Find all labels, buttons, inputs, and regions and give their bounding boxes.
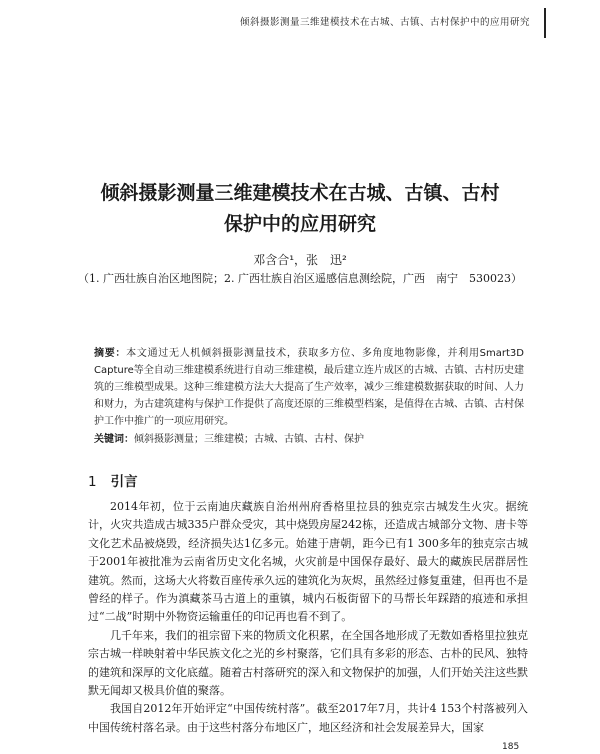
affiliations: （1. 广西壮族自治区地图院；2. 广西壮族自治区遥感信息测绘院，广西 南宁 530023）: [78, 272, 522, 285]
keywords: [94, 431, 524, 448]
keywords-label: 关键词：: [94, 434, 134, 445]
paragraph: 几千年来，我们的祖宗留下来的物质文化积累，在全国各地形成了无数如香格里拉独克宗古城一样映射着中华民族文化之光的乡村聚落，它们具有多彩的形态、古朴的民风、独特的建筑和深厚的文化底蕴。随着古村落研究的深入和文物保护的加强，人们开始关注这些默默无闻却又极具价值的聚落。: [88, 628, 528, 698]
section-heading: [88, 470, 138, 490]
page-number: 185: [502, 742, 520, 752]
title-line-1: 倾斜摄影测量三维建模技术在古城、古镇、古村: [100, 182, 500, 204]
running-header: 倾斜摄影测量三维建模技术在古城、古镇、古村保护中的应用研究: [239, 17, 530, 28]
section-title: 引言: [110, 474, 138, 490]
paragraph: 我国自2012年开始评定“中国传统村落”。截至2017年7月，共计4 153个村落被列入中国传统村落名录。由于这些村落分布地区广，地区经济和社会发展差异大，国家: [88, 702, 528, 734]
header-divider: [544, 8, 546, 38]
body-text: [88, 498, 528, 737]
keywords-text: 倾斜摄影测量；三维建模；古城、古镇、古村、保护: [134, 434, 364, 445]
title-line-2: 保护中的应用研究: [223, 213, 376, 235]
abstract-text: 本文通过无人机倾斜摄影测量技术，获取多方位、多角度地物影像，并利用Smart3D Capture等全自动三维建模系统进行自动三维建模，最后建立连片成区的古城、古镇、古村历史建筑的三维模型成果。这种三维建模方法大大提高了生产效率，减少三维建模数据获取的时间、人力和财力，为古建筑建构与保护工作提供了高度还原的三维模型档案，是值得在古城、古镇、古村保护工作中推广的一项应用研究。: [94, 348, 524, 427]
abstract: [94, 345, 524, 430]
paper-title: [40, 178, 560, 240]
paragraph: 2014年初，位于云南迪庆藏族自治州州府香格里拉县的独克宗古城发生火灾。据统计，火灾共造成古城335户群众受灾，其中烧毁房屋242栋，还造成古城部分文物、唐卡等文化艺术品被烧毁，经济损失达1亿多元。始建于唐朝，距今已有1 300多年的独克宗古城于2001年被批准为云南省历史文化名城，火灾前是中国保存最好、最大的藏族民居群居性建筑。然而，这场大火将数百座传承久远的建筑化为灰烬，虽然经过修复重建，但再也不是曾经的样子。作为滇藏茶马古道上的重镇，城内石板街留下的马帮长年踩踏的痕迹和承担过“二战”时期中外物资运输重任的印记再也看不到了。: [88, 500, 528, 624]
authors: 邓含合¹，张 迅²: [253, 253, 347, 267]
section-number: 1: [88, 474, 97, 490]
abstract-label: 摘要：: [94, 348, 127, 359]
